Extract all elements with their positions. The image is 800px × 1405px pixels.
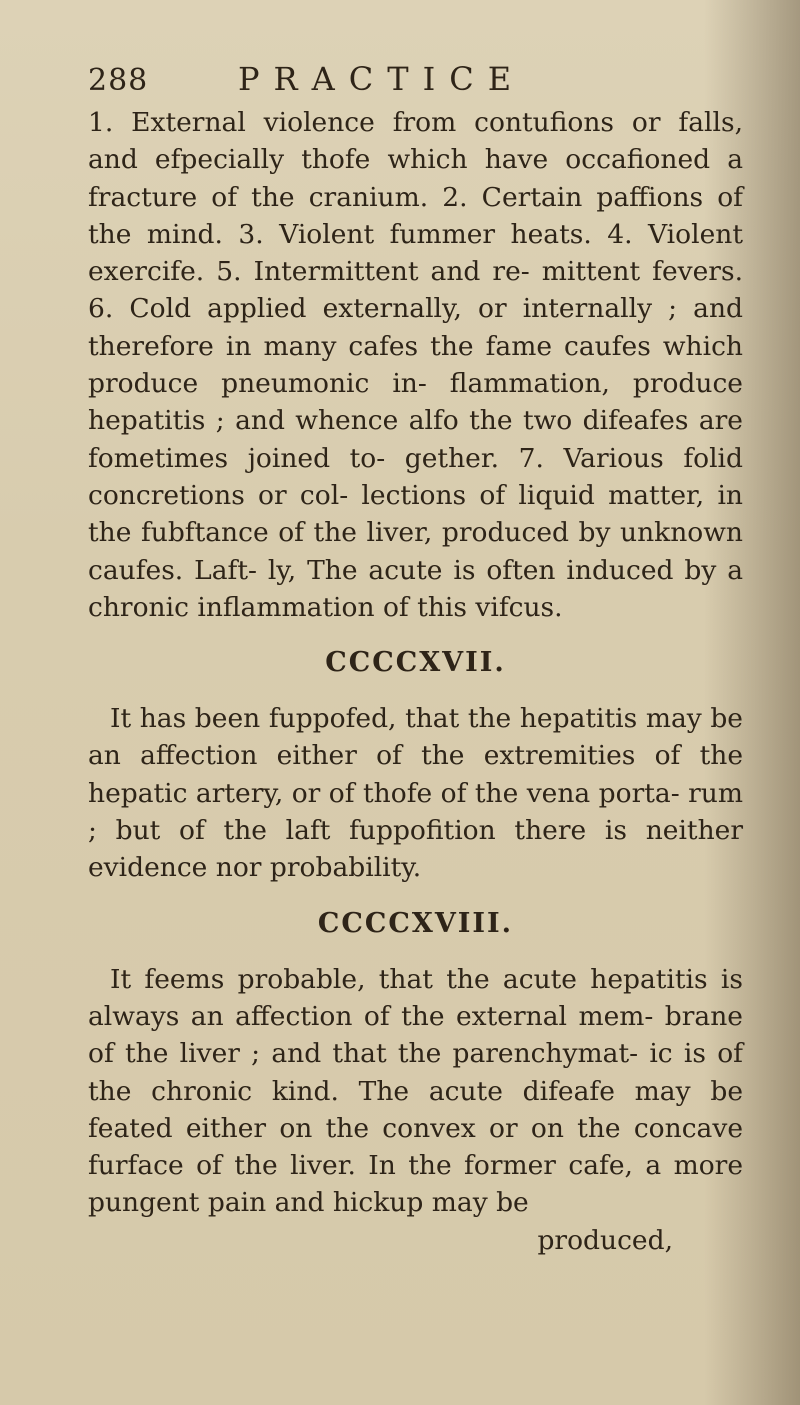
running-head: PRACTICE (238, 60, 526, 98)
paragraph-ccccxvii: It has been fuppofed, that the hepatitis may be an affection either of the extremities of the hepatic artery, or of thofe of the vena porta- rum ; but of the laft fuppofition there is neither evidence nor probability. (88, 703, 743, 884)
paragraph-ccccxviii: It feems probable, that the acute hepatitis is always an affection of the external mem- brane of the liver ; and that the parenchymat- ic is of the chronic kind. The acute difeafe may be feated either on the convex or on the concave furface of the liver. In the former cafe, a more pungent pain and hickup may be (88, 963, 743, 1219)
section-heading-ccccxviii: CCCCXVIII. (317, 907, 514, 939)
section-heading-ccccxvii: CCCCXVII. (325, 647, 506, 679)
catchword: produced, (537, 1224, 673, 1256)
page-header (88, 60, 728, 104)
body-text (88, 104, 743, 1259)
paragraph-causes: 1. External violence from contufions or falls, and efpecially thofe which have occafioned a fracture of the cranium. 2. Certain paffions of the mind. 3. Violent fummer heats. 4. Violent exercife. 5. Intermittent and re- mittent fevers. 6. Cold applied externally, or internally ; and therefore in many cafes the fame caufes which produce pneumonic in- flammation, produce hepatitis ; and whence alfo the two difeafes are fometimes joined to- gether. 7. Various folid concretions or col- lections of liquid matter, in the fubftance of the liver, produced by unknown caufes. Laft- ly, The acute is often induced by a chronic inflammation of this vifcus. (88, 107, 743, 623)
page-number: 288 (88, 63, 149, 98)
